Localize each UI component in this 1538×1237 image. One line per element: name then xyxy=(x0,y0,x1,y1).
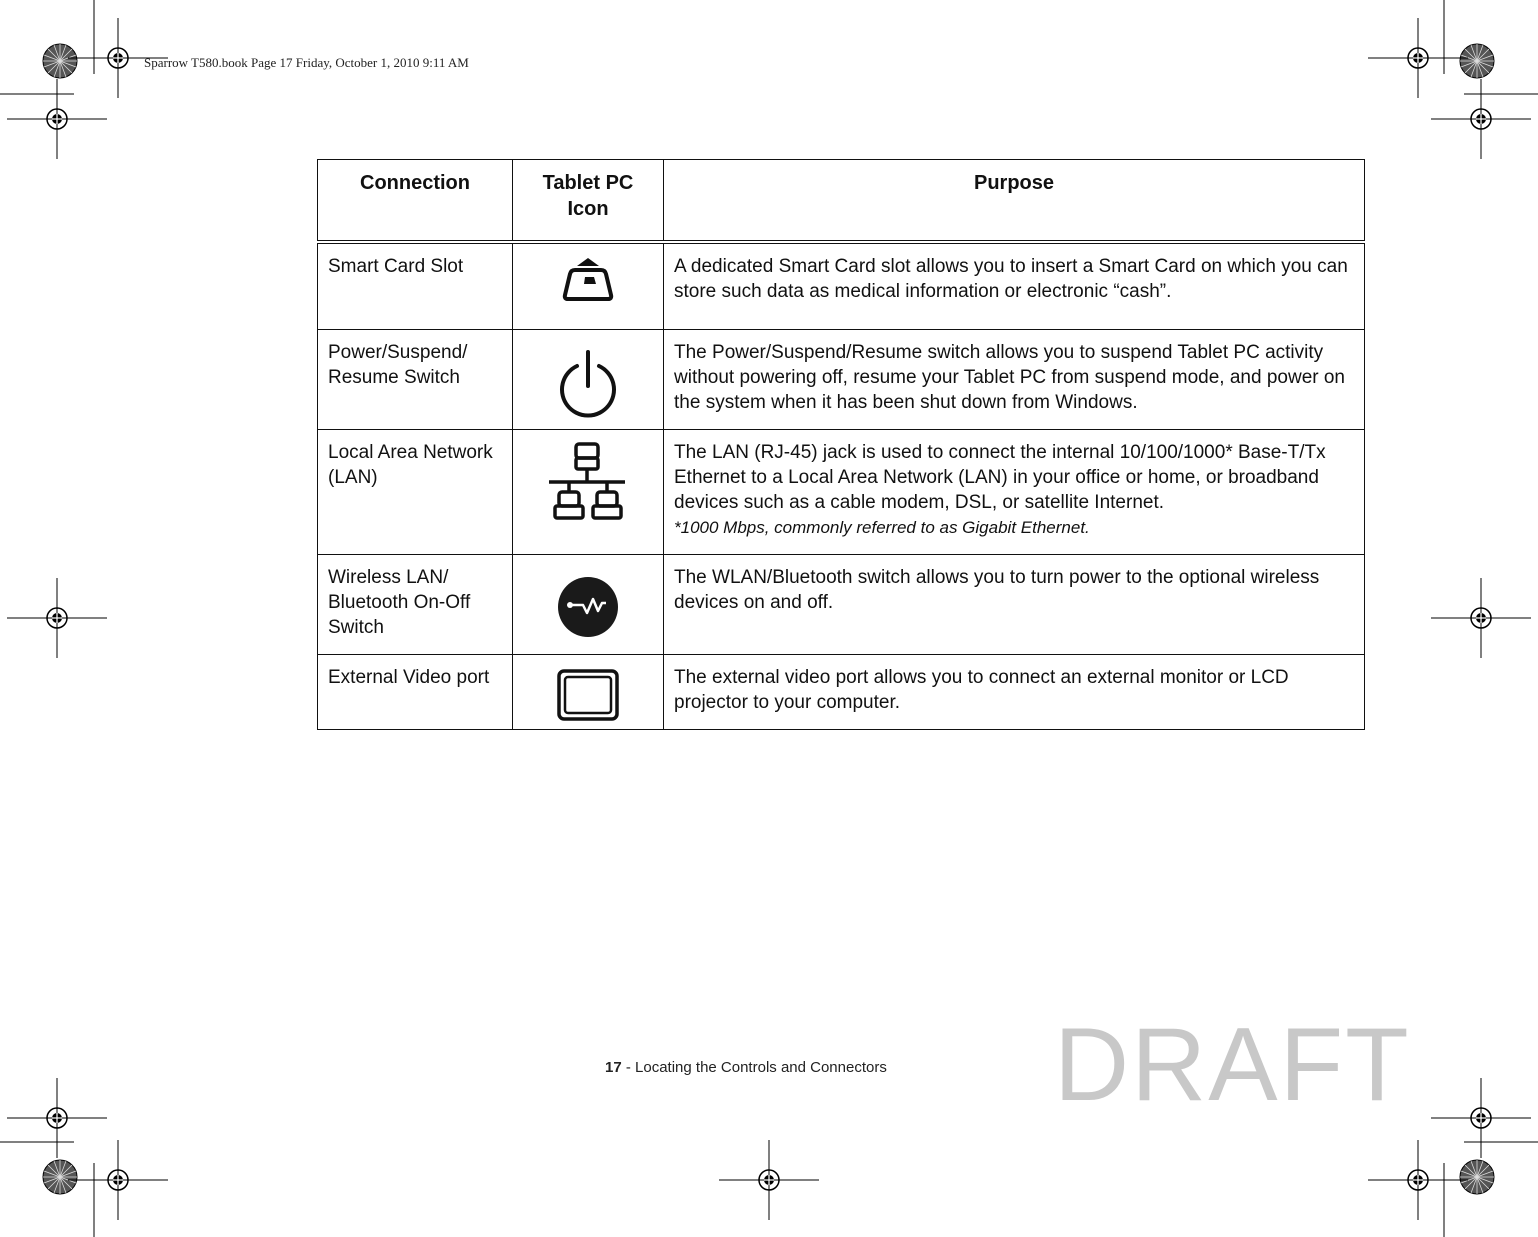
header-purpose: Purpose xyxy=(664,160,1365,243)
row-connection: External Video port xyxy=(318,654,513,729)
row-purpose: The LAN (RJ-45) jack is used to connect the internal 10/100/1000* Base-T/Tx Ethernet to a Local Area Network (LAN) in your office or home, or broadband devices such as a cable modem, DSL, or satellite Internet. xyxy=(674,441,1326,513)
header-icon: Tablet PC Icon xyxy=(513,160,664,243)
table-header-row xyxy=(318,160,1365,243)
lan-icon xyxy=(543,430,633,530)
row-connection: Wireless LAN/ Bluetooth On-Off Switch xyxy=(318,554,513,654)
page-footer xyxy=(605,1059,887,1076)
page-number: 17 xyxy=(605,1059,622,1076)
table-row xyxy=(318,242,1365,329)
header-connection: Connection xyxy=(318,160,513,243)
video-port-icon xyxy=(553,655,623,725)
footer-section: - Locating the Controls and Connectors xyxy=(621,1059,887,1076)
draft-watermark: DRAFT xyxy=(1054,1007,1411,1123)
row-purpose: The external video port allows you to connect an external monitor or LCD projector to your computer. xyxy=(664,654,1365,729)
connections-table xyxy=(317,159,1365,730)
table-row xyxy=(318,329,1365,429)
table-row xyxy=(318,429,1365,554)
row-connection: Power/Suspend/ Resume Switch xyxy=(318,329,513,429)
table-row xyxy=(318,654,1365,729)
power-icon xyxy=(553,330,623,420)
slug-line: Sparrow T580.book Page 17 Friday, October 1, 2010 9:11 AM xyxy=(144,55,469,70)
row-connection: Smart Card Slot xyxy=(318,242,513,329)
row-purpose: The WLAN/Bluetooth switch allows you to turn power to the optional wireless devices on and off. xyxy=(664,554,1365,654)
row-connection: Local Area Network (LAN) xyxy=(318,429,513,554)
smart-card-icon xyxy=(553,244,623,304)
row-purpose: The Power/Suspend/Resume switch allows you to suspend Tablet PC activity without powering off, resume your Tablet PC from suspend mode, and power on the system when it has been shut down from Windows. xyxy=(664,329,1365,429)
wireless-switch-icon xyxy=(553,555,623,645)
footnote: *1000 Mbps, commonly referred to as Gigabit Ethernet. xyxy=(674,517,1090,537)
table-row xyxy=(318,554,1365,654)
row-purpose: A dedicated Smart Card slot allows you to insert a Smart Card on which you can store such data as medical information or electronic “cash”. xyxy=(664,242,1365,329)
